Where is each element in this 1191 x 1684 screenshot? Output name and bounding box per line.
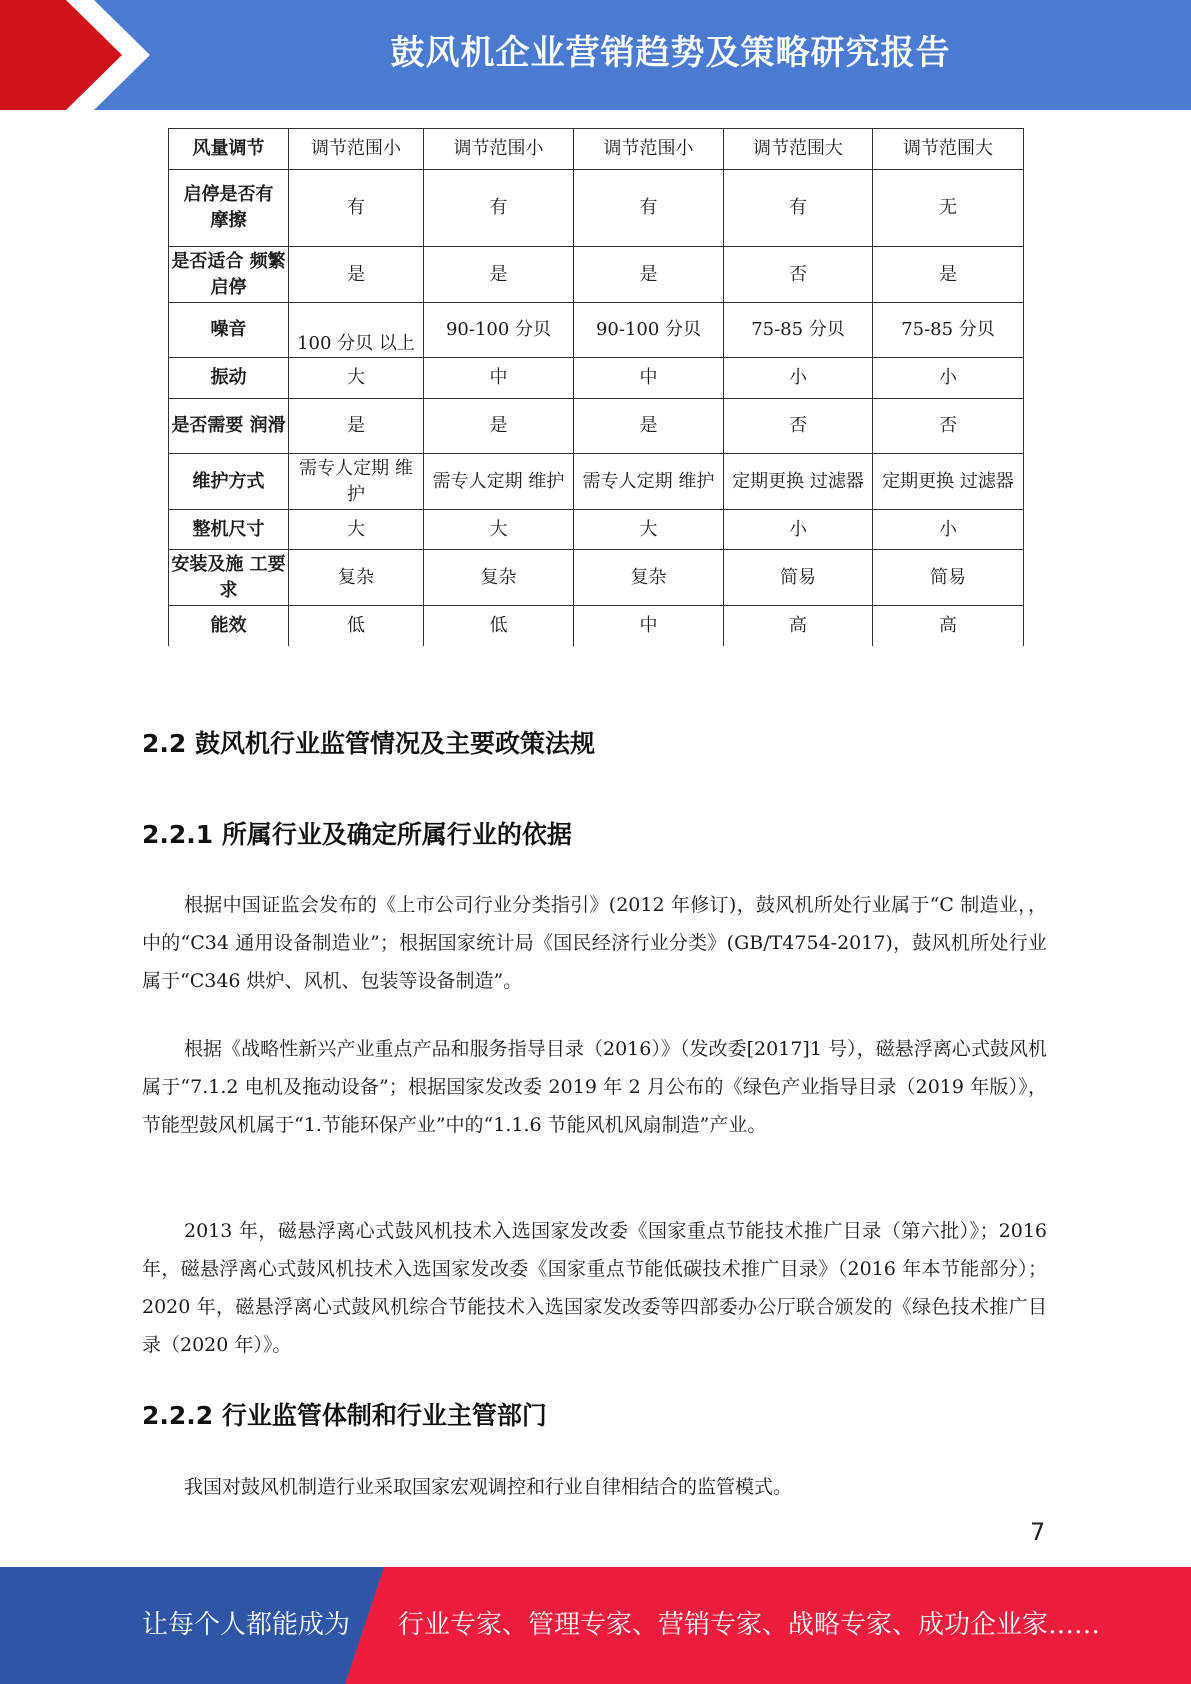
table-cell: 小 — [724, 358, 873, 399]
section-heading-2-2: 2.2 鼓风机行业监管情况及主要政策法规 — [142, 729, 595, 758]
row-label: 启停是否有摩擦 — [169, 170, 289, 247]
table-cell: 有 — [289, 170, 424, 247]
table-cell: 小 — [873, 510, 1024, 550]
paragraph-strategic-catalog: 根据《战略性新兴产业重点产品和服务指导目录（2016）》（发改委[2017]1 号），磁悬浮离心式鼓风机属于“7.1.2 电机及拖动设备”；根据国家发改委 2019 年 2 月公布的《绿色产业指导目录（2019 年版）》，节能型鼓风机属于“1.节能环保产业”中的“1.1.6 节能风机风扇制造”产业。 — [142, 1038, 1047, 1136]
table-cell: 低 — [424, 606, 574, 646]
footer-slogan-left: 让每个人都能成为 — [142, 1610, 351, 1640]
table-cell: 中 — [574, 358, 724, 399]
table-cell: 75-85 分贝 — [873, 303, 1024, 358]
row-label: 是否需要 润滑 — [169, 399, 289, 454]
table-cell: 是 — [424, 247, 574, 303]
table-cell: 90-100 分贝 — [424, 303, 574, 358]
table-cell: 否 — [724, 247, 873, 303]
table-cell: 中 — [574, 606, 724, 646]
row-label: 振动 — [169, 358, 289, 399]
table-cell: 否 — [873, 399, 1024, 454]
table-cell: 调节范围小 — [289, 129, 424, 170]
table-cell: 大 — [574, 510, 724, 550]
table-row — [169, 550, 1024, 606]
table-cell: 大 — [289, 358, 424, 399]
table-cell: 小 — [724, 510, 873, 550]
table-cell: 高 — [873, 606, 1024, 646]
table-row — [169, 510, 1024, 550]
section-heading-2-2-2: 2.2.2 行业监管体制和行业主管部门 — [142, 1401, 547, 1430]
row-label: 安装及施 工要求 — [169, 550, 289, 606]
row-label: 噪音 — [169, 303, 289, 358]
table-cell: 是 — [289, 247, 424, 303]
page-number: 7 — [1030, 1518, 1046, 1546]
table-cell: 是 — [574, 399, 724, 454]
table-cell: 大 — [424, 510, 574, 550]
table-cell: 需专人定期 维护 — [424, 454, 574, 510]
table-cell: 调节范围大 — [873, 129, 1024, 170]
footer-slogan-right: 行业专家、管理专家、营销专家、战略专家、成功企业家…… — [398, 1610, 1101, 1640]
table-cell: 复杂 — [289, 550, 424, 606]
table-row — [169, 170, 1024, 247]
comparison-table — [168, 128, 1024, 646]
table-cell: 是 — [574, 247, 724, 303]
table-cell: 调节范围小 — [424, 129, 574, 170]
row-label: 是否适合 频繁启停 — [169, 247, 289, 303]
table-cell: 定期更换 过滤器 — [724, 454, 873, 510]
table-cell: 需专人定期 维护 — [289, 454, 424, 510]
table-row — [169, 399, 1024, 454]
table-row — [169, 358, 1024, 399]
row-label: 能效 — [169, 606, 289, 646]
table-cell: 否 — [724, 399, 873, 454]
table-cell: 无 — [873, 170, 1024, 247]
table-cell: 90-100 分贝 — [574, 303, 724, 358]
row-label: 整机尺寸 — [169, 510, 289, 550]
paragraph-industry-classification: 根据中国证监会发布的《上市公司行业分类指引》(2012 年修订)，鼓风机所处行业属于“C 制造业，，中的“C34 通用设备制造业”；根据国家统计局《国民经济行业分类》(GB/T4754-2017)，鼓风机所处行业属于“C346 烘炉、风机、包装等设备制造”。 — [142, 894, 1047, 992]
table-cell: 简易 — [873, 550, 1024, 606]
table-cell: 是 — [424, 399, 574, 454]
report-title: 鼓风机企业营销趋势及策略研究报告 — [390, 33, 951, 73]
table-cell: 是 — [289, 399, 424, 454]
table-cell: 简易 — [724, 550, 873, 606]
paragraph-regulatory-model: 我国对鼓风机制造行业采取国家宏观调控和行业自律相结合的监管模式。 — [184, 1476, 793, 1498]
table-row — [169, 247, 1024, 303]
table-cell: 有 — [574, 170, 724, 247]
table-cell: 定期更换 过滤器 — [873, 454, 1024, 510]
table-cell: 有 — [424, 170, 574, 247]
table-cell: 复杂 — [574, 550, 724, 606]
table-row — [169, 454, 1024, 510]
table-row — [169, 129, 1024, 170]
page-footer — [0, 1567, 1191, 1684]
table-cell: 调节范围小 — [574, 129, 724, 170]
table-cell: 需专人定期 维护 — [574, 454, 724, 510]
page-header — [0, 0, 1191, 110]
table-cell: 是 — [873, 247, 1024, 303]
table-cell: 100 分贝 以上 — [289, 303, 424, 358]
table-cell: 中 — [424, 358, 574, 399]
table-cell: 调节范围大 — [724, 129, 873, 170]
table-cell: 小 — [873, 358, 1024, 399]
table-cell: 有 — [724, 170, 873, 247]
table-row — [169, 303, 1024, 358]
table-row — [169, 606, 1024, 646]
row-label: 维护方式 — [169, 454, 289, 510]
table-cell: 复杂 — [424, 550, 574, 606]
section-heading-2-2-1: 2.2.1 所属行业及确定所属行业的依据 — [142, 820, 572, 849]
table-cell: 低 — [289, 606, 424, 646]
header-arrow-decoration — [0, 0, 150, 110]
table-cell: 75-85 分贝 — [724, 303, 873, 358]
table-cell: 高 — [724, 606, 873, 646]
paragraph-technology-catalogs: 2013 年，磁悬浮离心式鼓风机技术入选国家发改委《国家重点节能技术推广目录（第六批）》；2016 年，磁悬浮离心式鼓风机技术入选国家发改委《国家重点节能低碳技术推广目录》（2016 年本节能部分）；2020 年，磁悬浮离心式鼓风机综合节能技术入选国家发改委等四部委办公厅联合颁发的《绿色技术推广目录（2020 年）》。 — [142, 1220, 1047, 1356]
row-label: 风量调节 — [169, 129, 289, 170]
table-cell: 大 — [289, 510, 424, 550]
